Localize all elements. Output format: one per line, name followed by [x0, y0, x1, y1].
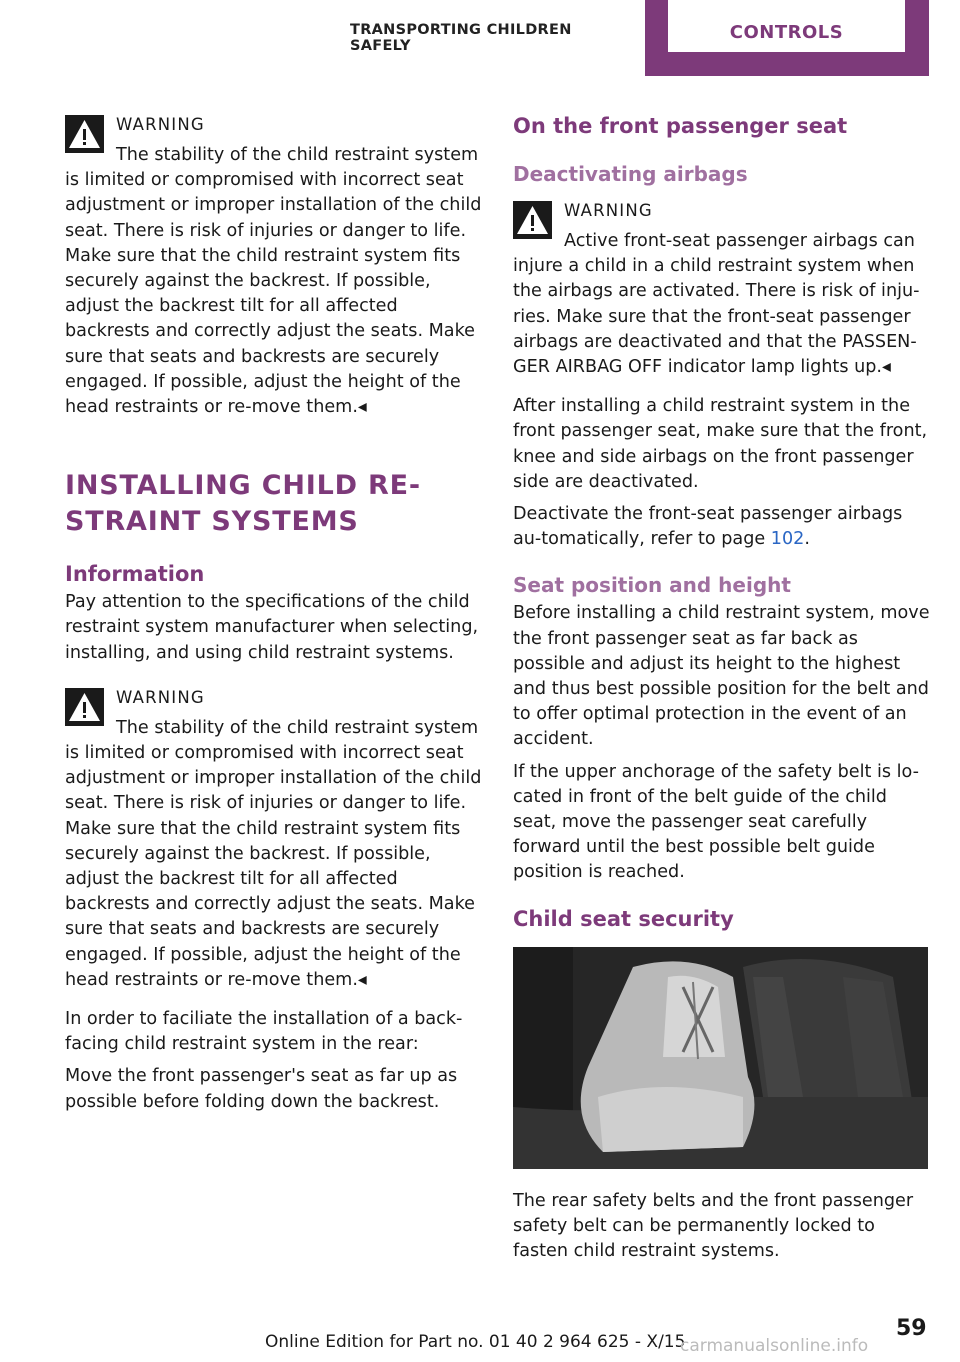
seat-position-paragraph: Before installing a child restraint system, move the front passenger seat as far back as possible and adjust its height to the highest and thus best possible position for the belt and to offer optimal protection in the event of an accident.	[513, 603, 930, 750]
warning-icon	[513, 201, 552, 239]
warning-label: WARNING	[116, 115, 205, 134]
warning-text: Active front-seat passenger airbags can injure a child in a child restraint system when the airbags are activated. There is risk of inju-ries. Make sure that the front-seat passenger airbags are deactivated and that the PASSEN-GER AIRBAG OFF indicator lamp lights up.◂	[513, 231, 920, 378]
heading-child-seat-security: Child seat security	[513, 906, 734, 931]
warning-block	[65, 685, 483, 993]
left-column	[65, 112, 483, 1122]
belts-locked-paragraph: The rear safety belts and the front passenger safety belt can be permanently locked to fasten child restraint systems.	[513, 1190, 914, 1262]
warning-block	[65, 112, 483, 420]
warning-text: The stability of the child restraint system is limited or compromised with incorrect seat adjustment or improper installation of the child seat. There is risk of injuries or danger to life. Make sure that the child restraint system fits securely against the backrest. If possible, adjust the backrest tilt for all affected backrests and correctly adjust the seats. Make sure that seats and backrests are securely engaged. If possible, adjust the height of the head restraints or re-move them.◂	[65, 145, 482, 418]
section-heading: INSTALLING CHILD RE-STRAINT SYSTEMS	[65, 470, 421, 538]
subheading-seat-position: Seat position and height	[513, 573, 791, 598]
information-paragraph: Pay attention to the specifications of the child restraint system manufacturer when selecting, installing, and using child restraint systems.	[65, 592, 479, 663]
page-reference-link[interactable]: 102	[770, 529, 805, 550]
warning-icon	[65, 115, 104, 153]
warning-label: WARNING	[116, 687, 205, 707]
subheading-deactivating-airbags: Deactivating airbags	[513, 162, 748, 186]
child-seat-photo	[513, 947, 928, 1169]
warning-text: The stability of the child restraint system is limited or compromised with incorrect seat adjustment or improper installation of the child seat. There is risk of injuries or danger to life. Make sure that the child restraint system fits securely against the backrest. If possible, adjust the backrest tilt for all affected backrests and correctly adjust the seats. Make sure that seats and backrests are securely engaged. If possible, adjust the height of the head restraints or re-move them.◂	[65, 717, 482, 990]
rear-install-instruction: Move the front passenger's seat as far up as possible before folding down the backrest.	[65, 1066, 458, 1112]
warning-label: WARNING	[564, 201, 653, 220]
chapter-tab	[645, 0, 929, 76]
rear-install-intro: In order to faciliate the installation of a back-facing child restraint system in the rear:	[65, 1009, 463, 1055]
upper-anchorage-paragraph: If the upper anchorage of the safety belt is lo-cated in front of the belt guide of the child seat, move the passenger seat carefully forward until the best possible belt guide position is reached.	[513, 761, 919, 883]
heading-front-passenger-seat: On the front passenger seat	[513, 114, 848, 138]
right-column	[513, 112, 931, 1271]
after-installing-paragraph: After installing a child restraint system in the front passenger seat, make sure that the front, knee and side airbags on the front passenger side are deactivated.	[513, 396, 928, 492]
watermark: carmanualsonline.info	[680, 1336, 869, 1356]
footer-edition: Online Edition for Part no. 01 40 2 964 625 - X/15	[265, 1332, 686, 1352]
warning-icon	[65, 688, 104, 726]
chapter-tab-label: CONTROLS	[729, 22, 844, 43]
deactivate-paragraph: Deactivate the front-seat passenger airbags au-tomatically, refer to page 102.	[513, 504, 903, 550]
warning-block	[513, 198, 931, 380]
page-number: 59	[896, 1316, 927, 1341]
running-header-section: TRANSPORTING CHILDREN SAFELY	[350, 22, 572, 54]
subheading-information: Information	[65, 562, 205, 587]
